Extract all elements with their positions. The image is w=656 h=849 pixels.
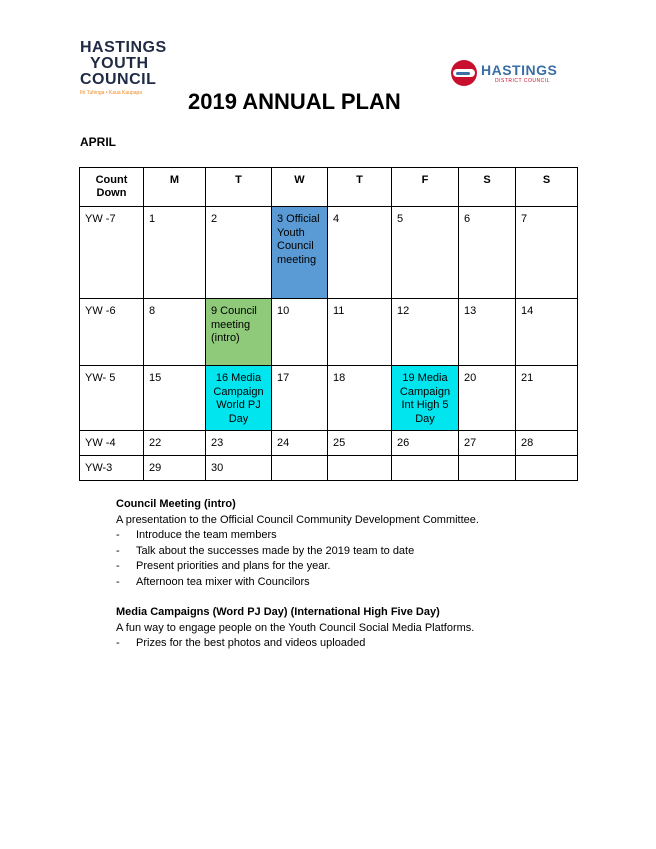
day-cell: 2	[206, 207, 272, 299]
countdown-cell: YW-3	[80, 456, 144, 481]
calendar-header-row	[80, 168, 578, 207]
day-cell: 22	[144, 431, 206, 456]
day-cell: 23	[206, 431, 272, 456]
day-cell: 1	[144, 207, 206, 299]
day-cell: 15	[144, 366, 206, 431]
day-cell: 25	[328, 431, 392, 456]
day-cell: 13	[459, 299, 516, 366]
day-cell: 17	[272, 366, 328, 431]
day-cell: 7	[516, 207, 578, 299]
calendar-week-row	[80, 207, 578, 299]
day-cell: 6	[459, 207, 516, 299]
day-cell	[392, 456, 459, 481]
calendar-week-row	[80, 299, 578, 366]
calendar-week-row	[80, 366, 578, 431]
day-cell: 29	[144, 456, 206, 481]
section-heading-council-meeting: Council Meeting (intro)	[116, 498, 236, 510]
list-item: - Prizes for the best photos and videos uploaded	[116, 637, 366, 649]
header-countdown: Count Down	[80, 168, 144, 207]
notes-section	[116, 497, 536, 652]
day-cell	[272, 456, 328, 481]
day-cell-media-campaign: 16 Media Campaign World PJ Day	[206, 366, 272, 431]
header-day: T	[206, 168, 272, 207]
section-heading-media-campaigns: Media Campaigns (Word PJ Day) (International High Five Day)	[116, 606, 440, 618]
day-cell-official-meeting: 3 Official Youth Council meeting	[272, 207, 328, 299]
day-cell: 30	[206, 456, 272, 481]
day-cell: 4	[328, 207, 392, 299]
district-council-name: HASTINGS	[481, 61, 558, 78]
header-day: T	[328, 168, 392, 207]
day-cell-media-campaign: 19 Media Campaign Int High 5 Day	[392, 366, 459, 431]
day-cell	[328, 456, 392, 481]
day-cell: 18	[328, 366, 392, 431]
district-council-emblem-icon	[451, 60, 477, 86]
list-item: - Talk about the successes made by the 2019 team to date	[116, 544, 415, 557]
section-intro: A fun way to engage people on the Youth Council Social Media Platforms.	[116, 621, 475, 634]
calendar-table	[79, 167, 578, 481]
countdown-cell: YW -7	[80, 207, 144, 299]
countdown-cell: YW -6	[80, 299, 144, 366]
day-cell: 10	[272, 299, 328, 366]
header-day: W	[272, 168, 328, 207]
countdown-cell: YW -4	[80, 431, 144, 456]
district-council-sub: DISTRICT COUNCIL	[495, 77, 550, 84]
hastings-youth-council-logo	[80, 40, 170, 96]
day-cell: 24	[272, 431, 328, 456]
day-cell: 11	[328, 299, 392, 366]
day-cell	[459, 456, 516, 481]
calendar-week-row	[80, 431, 578, 456]
day-cell: 27	[459, 431, 516, 456]
header-day: M	[144, 168, 206, 207]
logo-line-council: COUNCIL	[80, 71, 157, 88]
calendar-week-row	[80, 456, 578, 481]
countdown-cell: YW- 5	[80, 366, 144, 431]
header-day: S	[459, 168, 516, 207]
header-day: F	[392, 168, 459, 207]
header-day: S	[516, 168, 578, 207]
day-cell: 8	[144, 299, 206, 366]
logo-tagline: Ihi Tuhinga • Kaua Kaupapa	[80, 90, 143, 96]
logo-line-hastings: HASTINGS	[80, 39, 167, 56]
list-item: - Present priorities and plans for the year.	[116, 560, 331, 572]
page-title: 2019 ANNUAL PLAN	[188, 89, 401, 114]
day-cell-council-meeting: 9 Council meeting (intro)	[206, 299, 272, 366]
day-cell: 5	[392, 207, 459, 299]
section-intro: A presentation to the Official Council Community Development Committee.	[116, 513, 479, 526]
day-cell: 12	[392, 299, 459, 366]
logo-line-youth: YOUTH	[90, 55, 149, 72]
hastings-district-council-logo	[451, 60, 557, 86]
list-item: - Introduce the team members	[116, 529, 277, 541]
day-cell	[516, 456, 578, 481]
day-cell: 28	[516, 431, 578, 456]
month-label: APRIL	[80, 135, 116, 149]
day-cell: 14	[516, 299, 578, 366]
day-cell: 26	[392, 431, 459, 456]
list-item: - Afternoon tea mixer with Councilors	[116, 575, 310, 588]
day-cell: 20	[459, 366, 516, 431]
day-cell: 21	[516, 366, 578, 431]
